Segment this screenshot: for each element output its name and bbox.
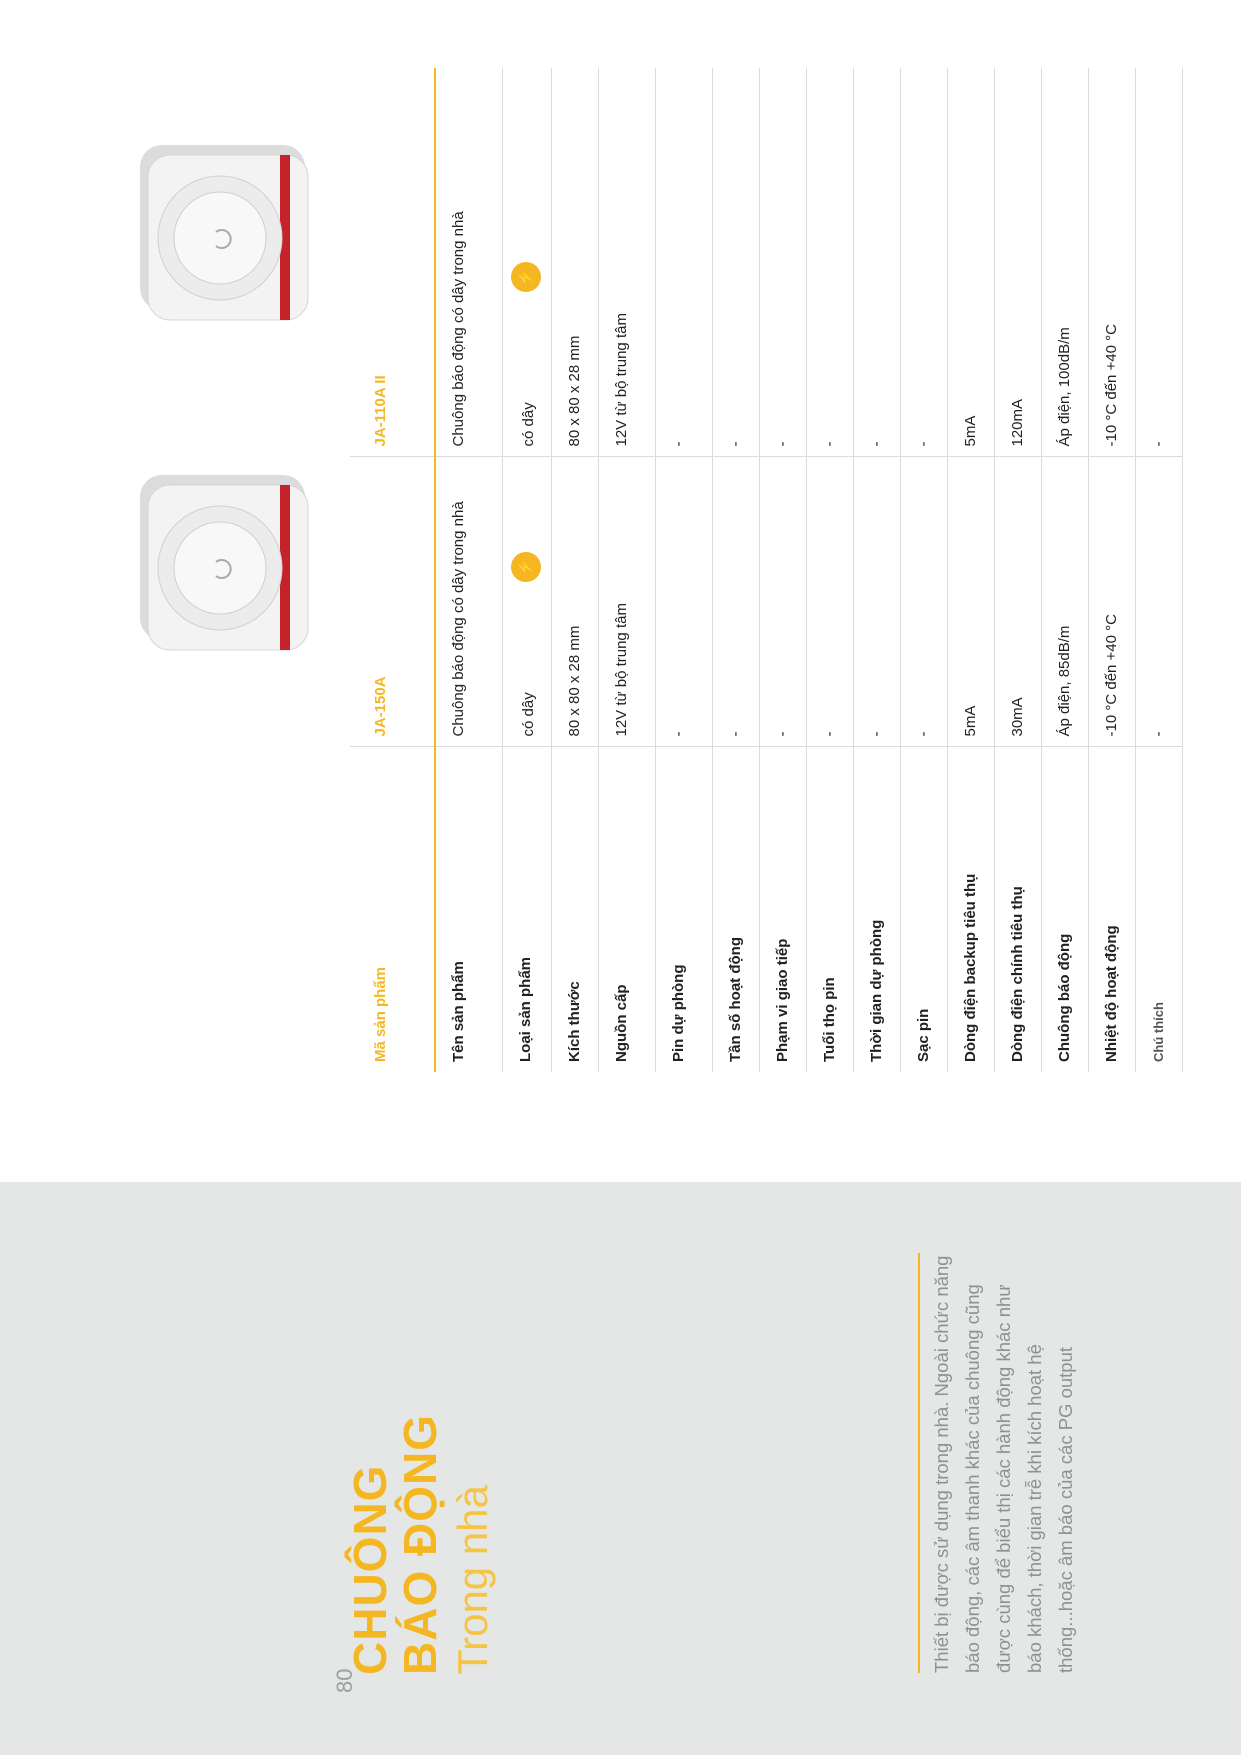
cell-ja-110a-ii (599, 68, 656, 457)
title-line-2: BÁO ĐỘNG (394, 1414, 446, 1675)
cell-value: Áp điện, 85dB/m (1056, 625, 1073, 737)
cell-ja-150a (948, 457, 995, 747)
table-row (854, 68, 901, 1072)
cell-value: -10 °C đến +40 °C (1103, 614, 1120, 737)
cell-ja-110a-ii (552, 68, 599, 457)
row-label: Tuổi thọ pin (807, 747, 854, 1072)
ja-110a-ii-device-image (130, 130, 315, 330)
row-label: Loại sản phẩm (503, 747, 552, 1072)
spec-table (350, 68, 1183, 1072)
table-row (503, 68, 552, 1072)
row-label: Tần số hoạt động (713, 747, 760, 1072)
table-row (713, 68, 760, 1072)
table-row (948, 68, 995, 1072)
row-label: Dòng điện backup tiêu thụ (948, 747, 995, 1072)
cell-ja-150a (995, 457, 1042, 747)
cell-value: - (670, 441, 687, 447)
cell-ja-110a-ii (807, 68, 854, 457)
cell-ja-110a-ii (1042, 68, 1089, 457)
row-label: Chuông báo động (1042, 747, 1089, 1072)
row-label: Kích thước (552, 747, 599, 1072)
row-label: Nguồn cấp (599, 747, 656, 1072)
cell-value: có dây (519, 692, 537, 737)
cell-value: - (727, 441, 744, 447)
cell-value: 5mA (962, 705, 979, 737)
cell-value: - (868, 731, 885, 737)
header-ja-150a: JA-150A (350, 457, 435, 747)
cell-value: -10 °C đến +40 °C (1103, 324, 1120, 447)
cell-ja-150a (807, 457, 854, 747)
cell-ja-150a (656, 457, 713, 747)
table-row (807, 68, 854, 1072)
title-block (345, 1195, 501, 1675)
cell-ja-150a (552, 457, 599, 747)
cell-value: Chuông báo động có dây trong nhà (450, 501, 467, 737)
cell-ja-110a-ii (503, 68, 552, 457)
table-row (995, 68, 1042, 1072)
cell-ja-110a-ii (948, 68, 995, 457)
table-row (552, 68, 599, 1072)
row-label: Phạm vi giao tiếp (760, 747, 807, 1072)
cell-ja-110a-ii (995, 68, 1042, 457)
cell-value: - (774, 731, 791, 737)
cell-ja-150a (1042, 457, 1089, 747)
row-label: Pin dự phòng (656, 747, 713, 1072)
cell-value: 120mA (1009, 398, 1026, 447)
ja-150a-device-image (130, 460, 315, 660)
cell-ja-150a (1089, 457, 1136, 747)
cell-value: - (821, 731, 838, 737)
cell-ja-110a-ii (760, 68, 807, 457)
cell-ja-150a (435, 457, 503, 747)
table-header-row (350, 68, 435, 1072)
cell-ja-110a-ii (1089, 68, 1136, 457)
plug-icon: ⚡ (511, 552, 541, 582)
cell-ja-110a-ii (656, 68, 713, 457)
cell-value: 80 x 80 x 28 mm (566, 625, 583, 737)
cell-value: Chuông báo động có dây trong nhà (450, 211, 467, 447)
header-label: Mã sản phẩm (350, 747, 435, 1072)
row-label: Thời gian dự phòng (854, 747, 901, 1072)
table-row (599, 68, 656, 1072)
cell-ja-150a (599, 457, 656, 747)
cell-value: - (1150, 441, 1167, 447)
cell-ja-110a-ii (713, 68, 760, 457)
table-row (435, 68, 503, 1072)
cell-ja-150a (854, 457, 901, 747)
cell-ja-150a (760, 457, 807, 747)
cell-value: - (727, 731, 744, 737)
table-row (1136, 68, 1183, 1072)
row-label: Dòng điện chính tiêu thụ (995, 747, 1042, 1072)
cell-value: 12V từ bộ trung tâm (613, 603, 630, 737)
cell-value: 12V từ bộ trung tâm (613, 313, 630, 447)
cell-ja-150a (713, 457, 760, 747)
cell-value: - (1150, 731, 1167, 737)
cell-ja-150a (901, 457, 948, 747)
cell-value: - (670, 731, 687, 737)
cell-value: 80 x 80 x 28 mm (566, 335, 583, 447)
row-label: Nhiệt độ hoạt động (1089, 747, 1136, 1072)
cell-value: có dây (519, 402, 537, 447)
header-ja-110a-ii: JA-110A II (350, 68, 435, 457)
table-row (901, 68, 948, 1072)
cell-value: - (915, 731, 932, 737)
cell-ja-110a-ii (854, 68, 901, 457)
subtitle: Trong nhà (449, 1485, 496, 1675)
cell-ja-150a (1136, 457, 1183, 747)
row-label: Tên sản phẩm (435, 747, 503, 1072)
description: Thiết bị được sử dụng trong nhà. Ngoài chức năng báo động, các âm thanh khác của chuông cũng được cùng để biểu thị các hành động khác như báo khách, thời gian trễ khi kích hoạt hệ thống...hoặc âm báo của các PG output (918, 1253, 1081, 1673)
title-line-1: CHUÔNG (344, 1464, 396, 1675)
cell-ja-150a (503, 457, 552, 747)
cell-value: - (821, 441, 838, 447)
row-label: Chú thích (1136, 747, 1183, 1072)
cell-ja-110a-ii (901, 68, 948, 457)
cell-ja-110a-ii (435, 68, 503, 457)
cell-value: Áp điện, 100dB/m (1056, 327, 1073, 447)
cell-value: 30mA (1009, 697, 1026, 737)
table-row (656, 68, 713, 1072)
cell-value: - (915, 441, 932, 447)
table-row (1089, 68, 1136, 1072)
plug-icon: ⚡ (511, 262, 541, 292)
table-row (1042, 68, 1089, 1072)
row-label: Sạc pin (901, 747, 948, 1072)
cell-value: - (774, 441, 791, 447)
cell-ja-110a-ii (1136, 68, 1183, 457)
cell-value: - (868, 441, 885, 447)
cell-value: 5mA (962, 415, 979, 447)
page-number: 80 (332, 1668, 357, 1693)
table-row (760, 68, 807, 1072)
